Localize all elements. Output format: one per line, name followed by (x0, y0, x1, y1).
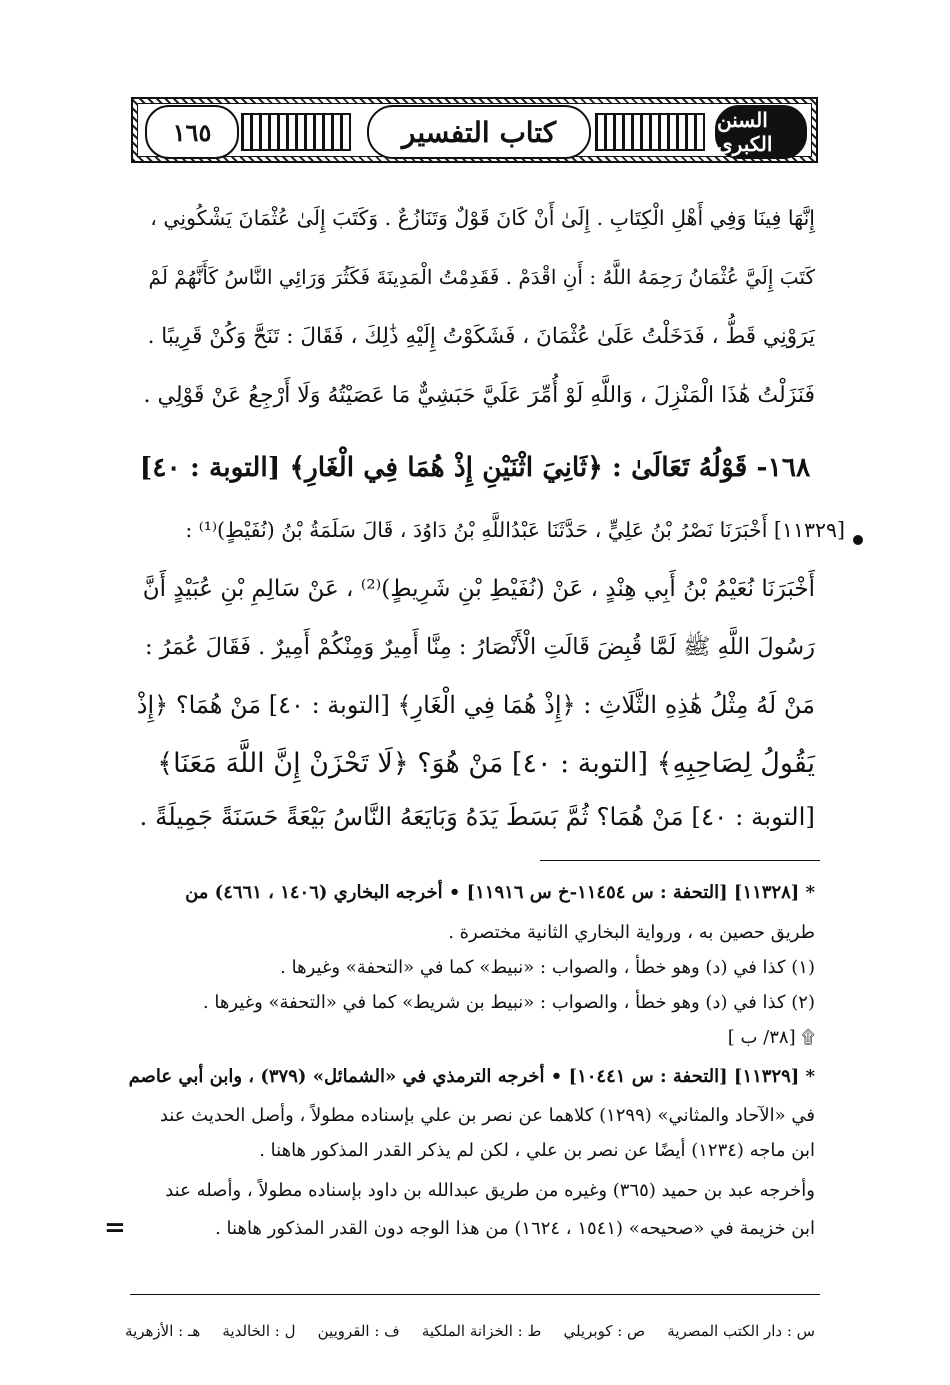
hadith-bullet (853, 535, 863, 545)
page-header (131, 97, 818, 163)
page-number: ١٦٥ (145, 105, 239, 159)
hadith-line: يَقُولُ لِصَاحِبِهِ﴾ [التوبة : ٤٠] مَنْ هُوَ؟ ﴿لَا تَحْزَنْ إِنَّ اللَّهَ مَعَنَا﴾ (157, 748, 815, 779)
header-knot-ornament (595, 113, 705, 151)
header-knot-ornament (241, 113, 351, 151)
hadith-line: رَسُولَ اللَّهِ ﷺ لَمَّا قُبِضَ قَالَتِ الْأَنْصَارُ : مِنَّا أَمِيرٌ وَمِنْكُمْ أَمِيرٌ . فَقَالَ عُمَرُ : (144, 634, 815, 660)
section-heading: ١٦٨- قَوْلُهُ تَعَالَىٰ : ﴿ثَانِيَ اثْنَيْنِ إِذْ هُمَا فِي الْغَارِ﴾ [التوبة : ٤٠] (139, 452, 811, 483)
footnote-line: * [١١٣٢٩] [التحفة : س ١٠٤٤١] • أخرجه الترمذي في «الشمائل» (٣٧٩) ، وابن أبي عاصم (128, 1066, 815, 1087)
footnote-line: ۩ [٣٨/ ب ] (727, 1027, 815, 1048)
hadith-line: [التوبة : ٤٠] مَنْ هُمَا؟ ثُمَّ بَسَطَ يَدَهُ وَبَايَعَهُ النَّاسُ بَيْعَةً حَسَنَةً جَمِيلَةً . (139, 802, 815, 831)
abbreviation-item: ص : كوبريلي (563, 1322, 646, 1340)
hadith-line: أَخْبَرَنَا نُعَيْمُ بْنُ أَبِي هِنْدٍ ، عَنْ (نُفَيْطِ بْنِ شَرِيطٍ)⁽²⁾ ، عَنْ سَالِمِ بْنِ عُبَيْدٍ أَنَّ (142, 576, 815, 602)
footnote-line: في «الآحاد والمثاني» (١٢٩٩) كلاهما عن نصر بن علي بإسناده مطولاً ، وأصل الحديث عند (159, 1105, 815, 1126)
footnote-line: طريق حصين به ، ورواية البخاري الثانية مختصرة . (448, 922, 815, 943)
body-line: فَنَزَلْتُ هَٰذَا الْمَنْزِلَ ، وَاللَّهِ لَوْ أُمِّرَ عَلَيَّ حَبَشِيٌّ مَا عَصَيْتُهُ وَلَا أَرْجِعُ عَنْ قَوْلِي . (143, 383, 815, 408)
hadith-line: [١١٣٢٩] أَخْبَرَنَا نَصْرُ بْنُ عَلِيٍّ ، حَدَّثَنَا عَبْدُاللَّهِ بْنُ دَاوُدَ ، قَالَ سَلَمَةُ بْنُ (نُفَيْطٍ)⁽¹⁾ : (185, 518, 845, 542)
footnote-line: ابن ماجه (١٢٣٤) أيضًا عن نصر بن علي ، لكن لم يذكر القدر المذكور هاهنا . (259, 1140, 815, 1161)
continuation-mark: = (104, 1213, 126, 1243)
abbreviation-item: ل : الخالدية (222, 1322, 296, 1340)
body-line: يَرَوْنِي قَطُّ ، فَدَخَلْتُ عَلَىٰ عُثْمَانَ ، فَشَكَوْتُ إِلَيْهِ ذَٰلِكَ ، فَقَالَ : تَنَحَّ وَكُنْ قَرِيبًا . (147, 324, 815, 349)
book-title: كتاب التفسير (367, 105, 591, 159)
abbreviation-item: هـ : الأزهرية (125, 1322, 201, 1340)
footnote-line: ابن خزيمة في «صحيحه» (١٥٤١ ، ١٦٢٤) من هذا الوجه دون القدر المذكور هاهنا . (215, 1218, 815, 1239)
footnote-separator (540, 860, 820, 861)
bottom-separator (130, 1294, 820, 1295)
book-logo: السنن الكبرى (715, 105, 807, 159)
hadith-line: مَنْ لَهُ مِثْلُ هَٰذِهِ الثَّلَاثِ : ﴿إِذْ هُمَا فِي الْغَارِ﴾ [التوبة : ٤٠] مَنْ هُمَا؟ ﴿إِذْ (136, 691, 815, 719)
abbreviation-item: ف : القرويين (317, 1322, 400, 1340)
abbreviation-item: ط : الخزانة الملكية (421, 1322, 542, 1340)
footnote-line: (٢) كذا في (د) وهو خطأ ، والصواب : «نبيط بن شريط» كما في «التحفة» وغيرها . (202, 992, 815, 1013)
manuscript-abbreviations (125, 1322, 815, 1340)
footnote-line: (١) كذا في (د) وهو خطأ ، والصواب : «نبيط» كما في «التحفة» وغيرها . (280, 957, 815, 978)
body-line: إِنَّهَا فِينَا وَفِي أَهْلِ الْكِتَابِ . إِلَىٰ أَنْ كَانَ قَوْلٌ وَتَنَازُعٌ . وَكَتَبَ إِلَىٰ عُثْمَانَ يَشْكُونِي ، (150, 206, 815, 230)
abbreviation-item: س : دار الكتب المصرية (667, 1322, 815, 1340)
footnote-line: * [١١٣٢٨] [التحفة : س ١١٤٥٤-خ س ١١٩١٦] • أخرجه البخاري (١٤٠٦ ، ٤٦٦١) من (185, 882, 815, 903)
body-line: كَتَبَ إِلَيَّ عُثْمَانُ رَحِمَهُ اللَّهُ : أَنِ اقْدَمْ . فَقَدِمْتُ الْمَدِينَةَ فَكَثُرَ وَرَائِي النَّاسُ كَأَنَّهُمْ لَمْ (148, 265, 815, 289)
footnote-line: وأخرجه عبد بن حميد (٣٦٥) وغيره من طريق عبدالله بن داود بإسناده مطولاً ، وأصله عند (165, 1180, 815, 1201)
